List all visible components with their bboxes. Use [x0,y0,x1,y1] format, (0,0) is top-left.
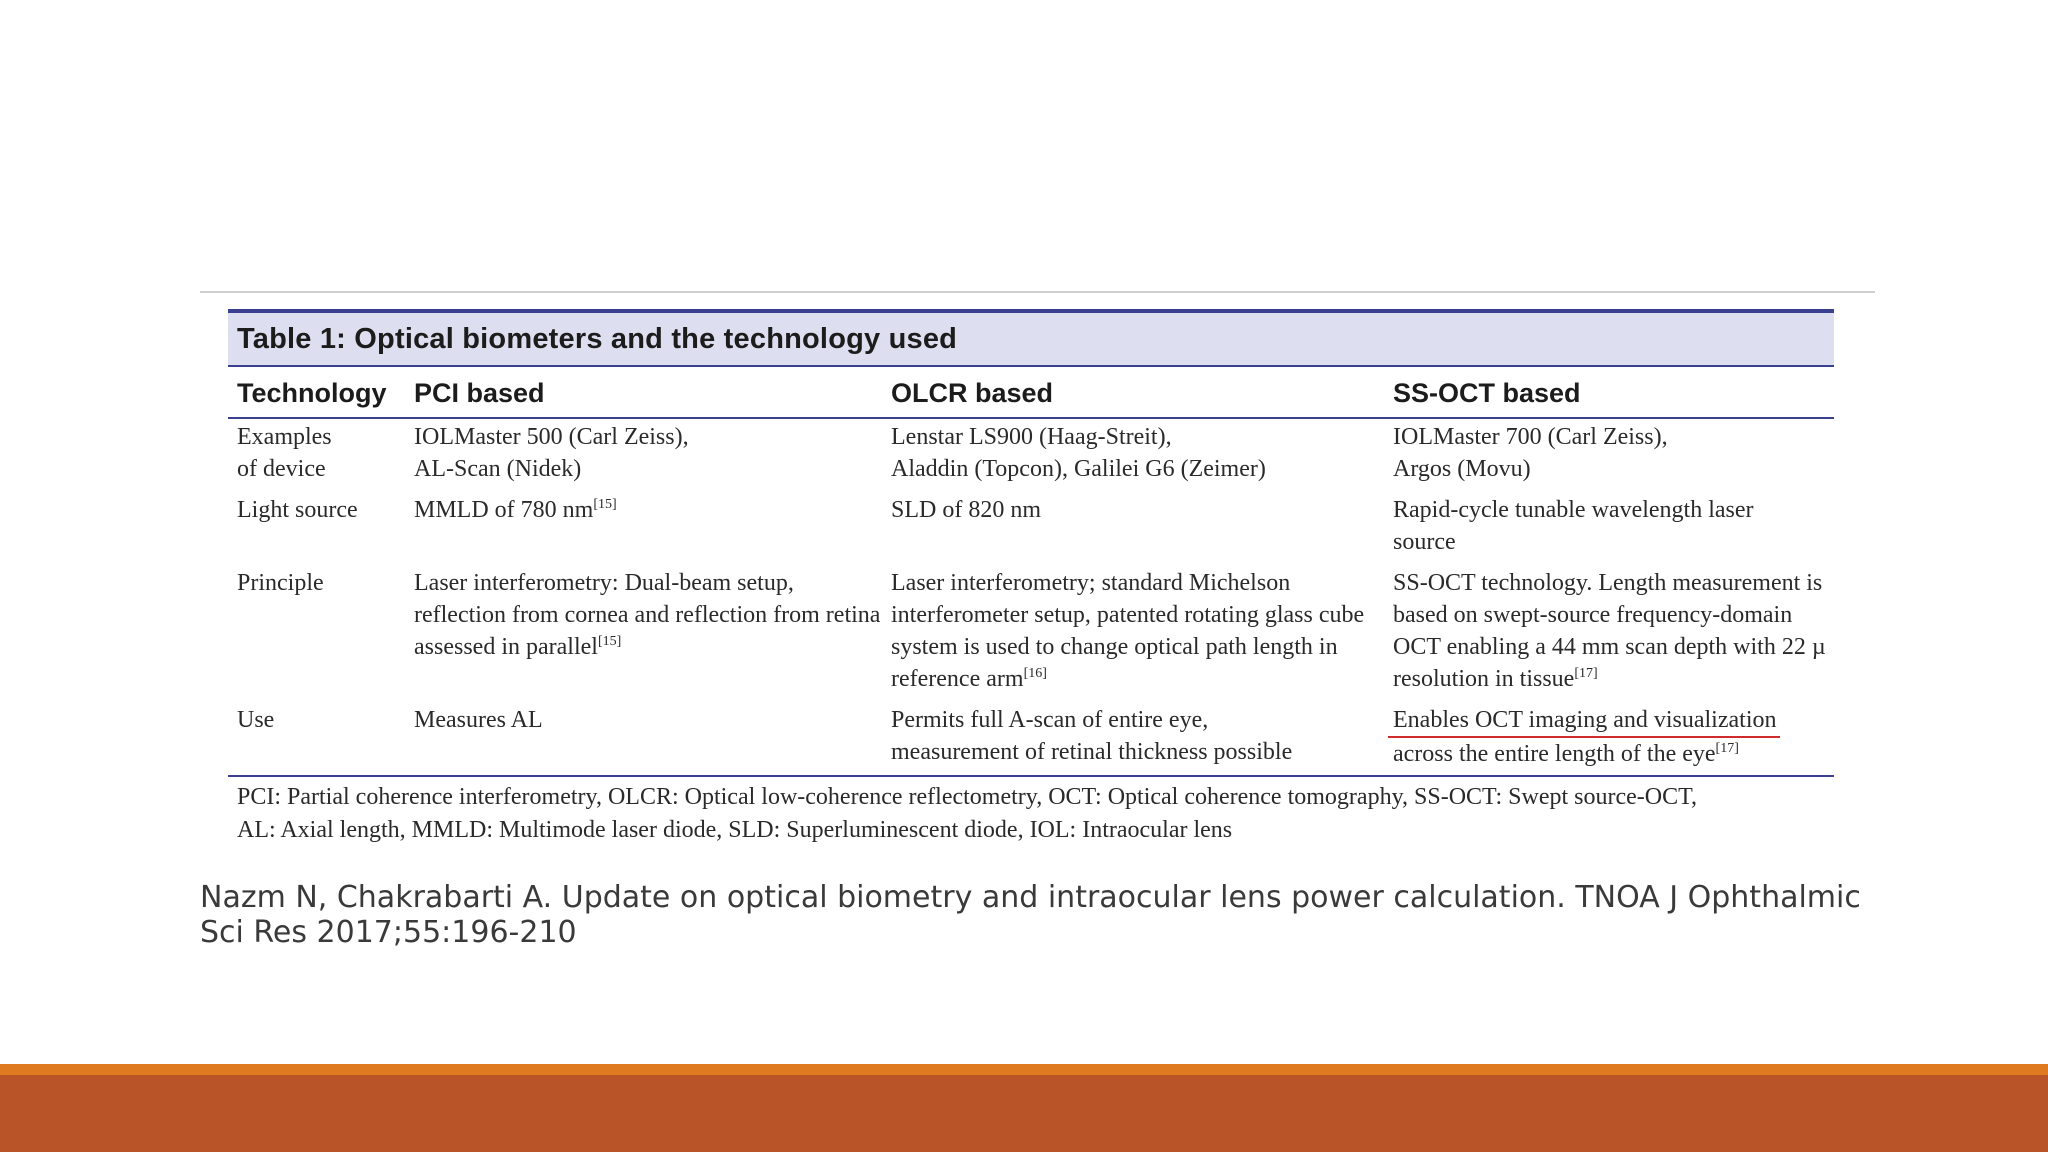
table-header-row [228,367,1834,418]
cell-pci [405,563,882,700]
row-label [228,563,405,700]
cell-pci [405,418,882,490]
citation-text: Nazm N, Chakrabarti A. Update on optical biometry and intraocular lens power calculation. TNOA J Ophthalmic Sci Res 2017;55:196-210 [200,880,1861,950]
cell-text: Measures AL [414,707,543,733]
header-olcr: OLCR based [882,367,1384,418]
cell-olcr [882,563,1384,700]
header-technology: Technology [228,367,405,418]
cell-text: Laser interferometry: Dual-beam setup, reflection from cornea and reflection from retina assessed in parallel [414,570,881,660]
table-row [228,700,1834,775]
table-caption: Table 1: Optical biometers and the technology used [237,322,958,355]
cell-text: IOLMaster 500 (Carl Zeiss), AL-Scan (Nidek) [414,424,689,482]
cell-text: Laser interferometry; standard Michelson interferometer setup, patented rotating glass cube system is used to change optical path length in reference arm [891,570,1365,692]
row-label [228,418,405,490]
cell-olcr [882,418,1384,490]
reference-marker: [17] [1715,741,1739,756]
cell-text: Rapid-cycle tunable wavelength laser source [1393,497,1754,555]
row-label-text: Light source [237,497,358,523]
cell-ssoct [1384,418,1834,490]
reference-marker: [17] [1574,666,1598,681]
cell-text: Permits full A-scan of entire eye, measurement of retinal thickness possible [891,707,1293,765]
cell-text: SLD of 820 nm [891,497,1041,523]
row-label [228,700,405,775]
cell-text: IOLMaster 700 (Carl Zeiss), Argos (Movu) [1393,424,1668,482]
table-row [228,490,1834,563]
header-pci: PCI based [405,367,882,418]
table-row [228,563,1834,700]
cell-olcr [882,490,1384,563]
footer-accent-stripe [0,1064,2048,1075]
biometer-table [228,367,1834,775]
row-label-text: Examples of device [237,424,332,482]
footer-band [0,1075,2048,1152]
cell-text: across the entire length of the eye [1393,741,1716,767]
row-label-text: Use [237,707,275,733]
header-ssoct: SS-OCT based [1384,367,1834,418]
table-row [228,418,1834,490]
cell-pci [405,700,882,775]
cell-ssoct [1384,563,1834,700]
cell-text: MMLD of 780 nm [414,497,594,523]
row-label [228,490,405,563]
table-caption-bar [228,309,1834,367]
cell-olcr [882,700,1384,775]
cell-ssoct [1384,700,1834,775]
table-footnote [228,775,1834,847]
highlighted-text: Enables OCT imaging and visualization [1388,704,1780,738]
reference-marker: [15] [593,497,617,512]
footnote-line: PCI: Partial coherence interferometry, OLCR: Optical low-coherence reflectometry, OCT: Optical coherence tomography, SS-OCT: Swept source-OCT, [237,784,1698,810]
row-label-text: Principle [237,570,324,596]
top-divider [200,291,1875,293]
cell-text: SS-OCT technology. Length measurement is based on swept-source frequency-domain OCT enabling a 44 mm scan depth with 22 µ resolution in tissue [1393,570,1826,692]
cell-text: Lenstar LS900 (Haag-Streit), Aladdin (Topcon), Galilei G6 (Zeimer) [891,424,1266,482]
footnote-line: AL: Axial length, MMLD: Multimode laser diode, SLD: Superluminescent diode, IOL: Intraocular lens [237,817,1233,843]
cell-pci [405,490,882,563]
biometer-table-figure [228,309,1834,847]
cell-ssoct [1384,490,1834,563]
reference-marker: [15] [597,634,622,649]
reference-marker: [16] [1023,666,1047,681]
